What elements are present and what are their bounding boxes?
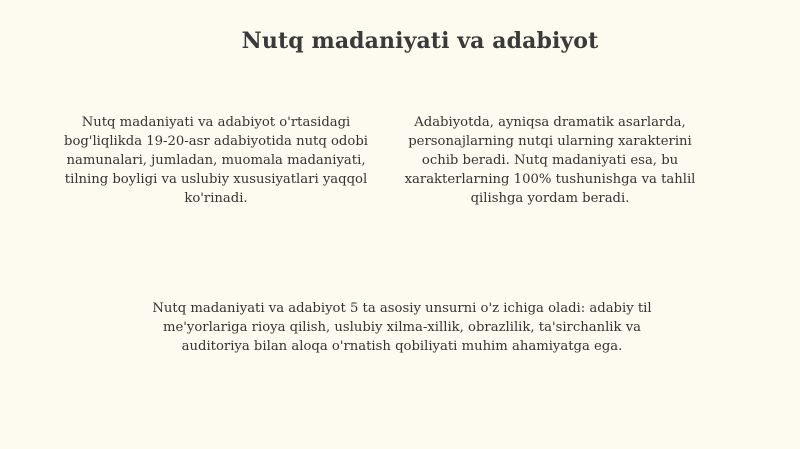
paragraph-right: Adabiyotda, ayniqsa dramatik asarlarda, personajlarning nutqi ularning xarakterini ochib beradi. Nutq madaniyati esa, bu xarakterlarning 100% tushunishga va tahlil qilishga yordam beradi.: [404, 115, 696, 206]
slide-title: Nutq madaniyati va adabiyot: [241, 28, 599, 54]
paragraph-left: Nutq madaniyati va adabiyot o'rtasidagi bog'liqlikda 19-20-asr adabiyotida nutq odobi namunalari, jumladan, muomala madaniyati, tilning boyligi va uslubiy xususiyatlari yaqqol ko'rinadi.: [64, 115, 368, 206]
paragraph-bottom: Nutq madaniyati va adabiyot 5 ta asosiy unsurni o'z ichiga oladi: adabiy til me'yorlariga rioya qilish, uslubiy xilma-xillik, obrazlilik, ta'sirchanlik va auditoriya bilan aloqa o'rnatish qobiliyati muhim ahamiyatga ega.: [152, 301, 652, 354]
